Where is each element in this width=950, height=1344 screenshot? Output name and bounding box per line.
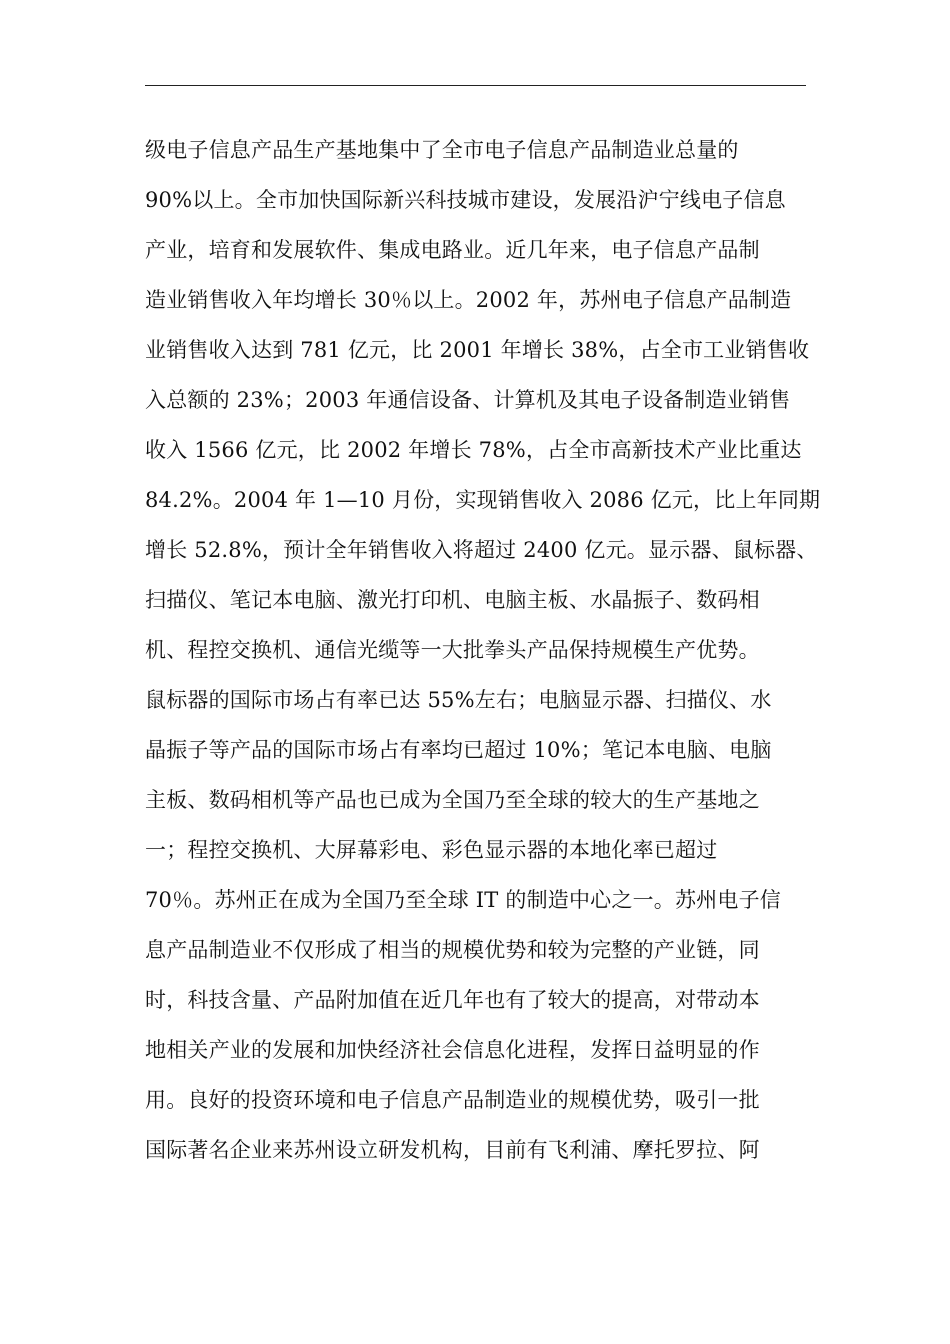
text-line: 国际著名企业来苏州设立研发机构，目前有飞利浦、摩托罗拉、阿: [145, 1138, 760, 1162]
text-line: 造业销售收入年均增长 30％以上。2002 年，苏州电子信息产品制造: [145, 288, 792, 312]
text-line: 收入 1566 亿元，比 2002 年增长 78%，占全市高新技术产业比重达: [145, 438, 802, 462]
text-line: 入总额的 23%；2003 年通信设备、计算机及其电子设备制造业销售: [145, 388, 791, 412]
text-line: 90%以上。全市加快国际新兴科技城市建设，发展沿沪宁线电子信息: [145, 188, 786, 212]
body-text: [145, 130, 825, 1180]
text-line: 扫描仪、笔记本电脑、激光打印机、电脑主板、水晶振子、数码相: [145, 588, 760, 612]
text-line: 84.2%。2004 年 1—10 月份，实现销售收入 2086 亿元，比上年同期: [145, 488, 821, 512]
text-line: 增长 52.8%，预计全年销售收入将超过 2400 亿元。显示器、鼠标器、: [145, 538, 818, 562]
text-line: 用。良好的投资环境和电子信息产品制造业的规模优势，吸引一批: [145, 1088, 760, 1112]
text-line: 主板、数码相机等产品也已成为全国乃至全球的较大的生产基地之: [145, 788, 760, 812]
text-line: 产业，培育和发展软件、集成电路业。近几年来，电子信息产品制: [145, 238, 760, 262]
text-line: 级电子信息产品生产基地集中了全市电子信息产品制造业总量的: [145, 138, 739, 162]
text-line: 地相关产业的发展和加快经济社会信息化进程，发挥日益明显的作: [145, 1038, 760, 1062]
text-line: 一；程控交换机、大屏幕彩电、彩色显示器的本地化率已超过: [145, 838, 718, 862]
text-line: 晶振子等产品的国际市场占有率均已超过 10%；笔记本电脑、电脑: [145, 738, 772, 762]
text-line: 机、程控交换机、通信光缆等一大批拳头产品保持规模生产优势。: [145, 638, 760, 662]
text-line: 时，科技含量、产品附加值在近几年也有了较大的提高，对带动本: [145, 988, 760, 1012]
header-rule: [145, 85, 806, 86]
text-line: 息产品制造业不仅形成了相当的规模优势和较为完整的产业链，同: [145, 938, 760, 962]
text-line: 业销售收入达到 781 亿元，比 2001 年增长 38%，占全市工业销售收: [145, 338, 810, 362]
text-line: 70％。苏州正在成为全国乃至全球 IT 的制造中心之一。苏州电子信: [145, 888, 781, 912]
text-line: 鼠标器的国际市场占有率已达 55%左右；电脑显示器、扫描仪、水: [145, 688, 772, 712]
